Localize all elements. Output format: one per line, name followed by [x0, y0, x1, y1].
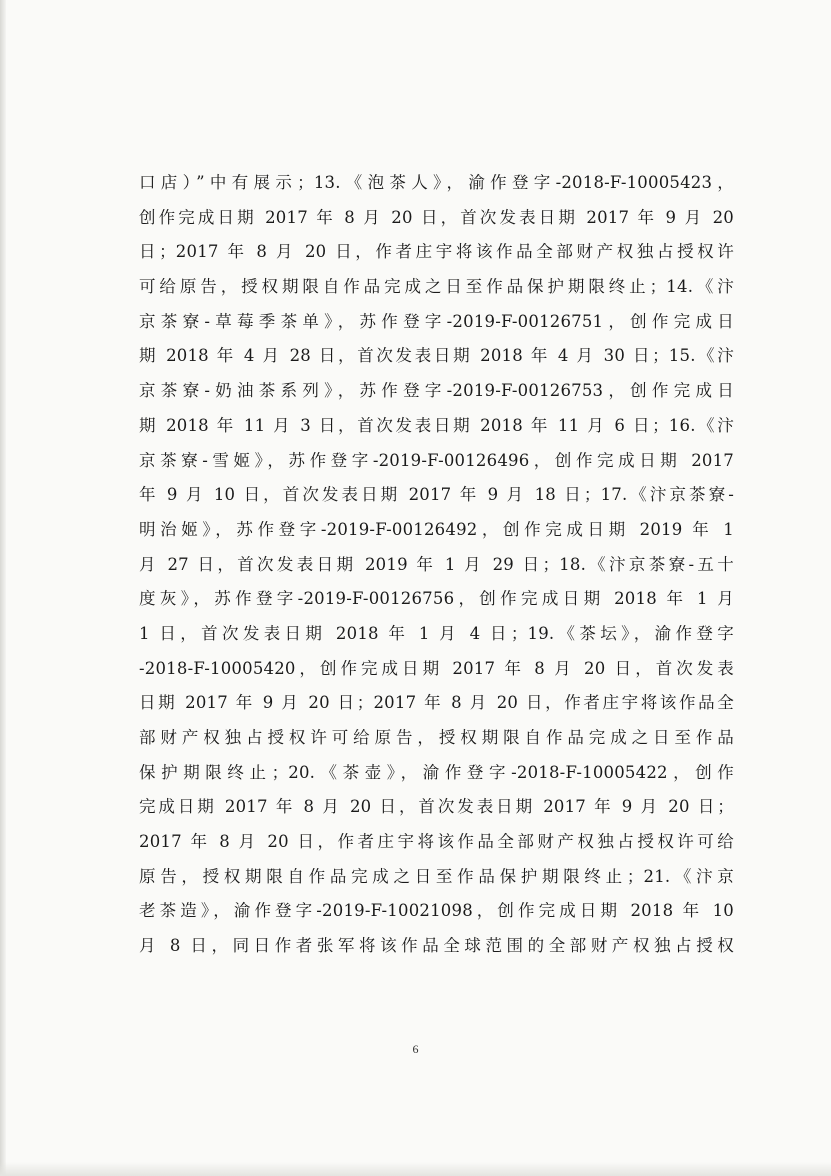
text-line: 部财产权独占授权许可给原告，授权期限自作品完成之日至作品 — [139, 728, 734, 747]
text-line: 1 日，首次发表日期 2018 年 1 月 4 日；19.《茶坛》，渝作登字 — [139, 623, 734, 643]
text-line: -2018-F-10005420，创作完成日期 2017 年 8 月 20 日，首次发表 — [139, 658, 734, 678]
page-edge — [0, 0, 6, 1176]
text-line: 京茶寮-奶油茶系列》，苏作登字-2019-F-00126753，创作完成日 — [139, 381, 734, 401]
text-line: 京茶寮-草莓季茶单》，苏作登字-2019-F-00126751，创作完成日 — [139, 311, 734, 331]
text-line: 期 2018 年 4 月 28 日，首次发表日期 2018 年 4 月 30 日；15.《汴 — [139, 346, 734, 366]
text-line: 口店）”中有展示；13.《泡茶人》，渝作登字-2018-F-10005423， — [139, 173, 734, 192]
text-line: 期 2018 年 11 月 3 日，首次发表日期 2018 年 11 月 6 日；16.《汴 — [139, 415, 734, 435]
text-line: 日；2017 年 8 月 20 日，作者庄宇将该作品全部财产权独占授权许 — [139, 242, 734, 262]
text-line: 可给原告，授权期限自作品完成之日至作品保护期限终止；14.《汴 — [139, 277, 734, 297]
text-line: 2017 年 8 月 20 日，作者庄宇将该作品全部财产权独占授权许可给 — [139, 832, 734, 852]
page-number: 6 — [412, 1042, 419, 1056]
body-text — [139, 166, 734, 964]
text-line: 年 9 月 10 日，首次发表日期 2017 年 9 月 18 日；17.《汴京茶寮- — [139, 485, 734, 505]
text-line: 京茶寮-雪姬》，苏作登字-2019-F-00126496，创作完成日期 2017 — [139, 450, 734, 470]
text-line: 月 8 日，同日作者张军将该作品全球范围的全部财产权独占授权 — [139, 936, 734, 956]
text-line: 原告，授权期限自作品完成之日至作品保护期限终止；21.《汴京 — [139, 866, 734, 886]
text-line: 日期 2017 年 9 月 20 日；2017 年 8 月 20 日，作者庄宇将该作品全 — [139, 693, 734, 713]
page-shadow — [0, 1162, 831, 1176]
text-line: 月 27 日，首次发表日期 2019 年 1 月 29 日；18.《汴京茶寮-五十 — [139, 554, 734, 574]
text-line: 保护期限终止；20.《茶壶》，渝作登字-2018-F-10005422，创作 — [139, 762, 734, 782]
text-line: 明治姬》，苏作登字-2019-F-00126492，创作完成日期 2019 年 1 — [139, 519, 734, 539]
text-line: 完成日期 2017 年 8 月 20 日，首次发表日期 2017 年 9 月 20 日； — [139, 797, 734, 817]
text-line: 创作完成日期 2017 年 8 月 20 日，首次发表日期 2017 年 9 月 20 — [139, 207, 734, 227]
text-line: 老茶造》，渝作登字-2019-F-10021098，创作完成日期 2018 年 10 — [139, 901, 734, 921]
text-line: 度灰》，苏作登字-2019-F-00126756，创作完成日期 2018 年 1 月 — [139, 589, 734, 609]
